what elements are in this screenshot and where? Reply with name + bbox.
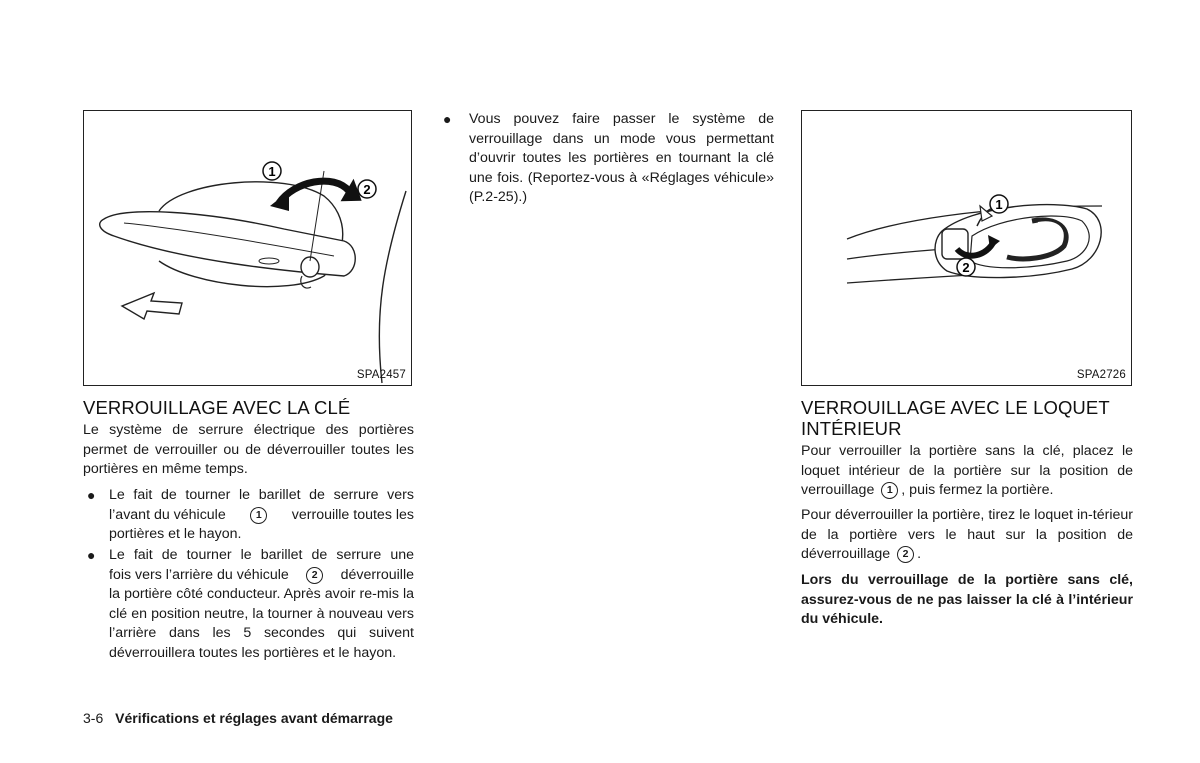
mode-setting-text: Vous pouvez faire passer le système de verrouillage dans un mode vous permettant d’ouvrir toutes les portières en tournant la clé une fois. (Reportez-vous à «Réglages véhicule» (P.2-25).): [469, 111, 774, 206]
bullet-dot: ●: [443, 111, 452, 127]
marker-2: 2: [306, 567, 323, 584]
heading-line1: VERROUILLAGE AVEC LE LOQUET: [801, 397, 1110, 418]
intro-paragraph: Le système de serrure électrique des portières permet de verrouiller ou de déverrouiller toutes les portières en même temps.: [83, 422, 414, 478]
figure-key-lock: [83, 110, 412, 386]
bullet1-line2a: l’avant du véhicule: [109, 506, 226, 523]
lock-instructions: [801, 442, 1133, 501]
bullet-dot: ●: [87, 487, 96, 503]
figure-inside-lock: [801, 110, 1132, 386]
lock-instructions-end: , puis fermez la portière.: [901, 482, 1054, 499]
section-heading-key-lock: VERROUILLAGE AVEC LA CLÉ: [83, 397, 351, 418]
bullet1-line1: Le fait de tourner le barillet de serrure vers: [109, 487, 414, 503]
marker-1: 1: [250, 507, 267, 524]
bullet-lock-forward: [83, 486, 414, 546]
bullet2-line1: Le fait de tourner le barillet de serrure une: [109, 547, 414, 563]
heading-line2: INTÉRIEUR: [801, 418, 902, 439]
lock-instructions-text: Pour verrouiller la portière sans la clé, placez le loquet intérieur de la portière sur la position de verrouillage: [801, 443, 1133, 499]
section-title: Vérifications et réglages avant démarrage: [115, 710, 393, 726]
page-number: 3-6: [83, 710, 104, 726]
figure-code: SPA2726: [1076, 369, 1126, 381]
inside-door-latch-illustration: [802, 111, 1130, 384]
page-footer: [83, 710, 393, 726]
bullet1-line3: portières et le hayon.: [109, 526, 242, 543]
marker-2: 2: [897, 546, 914, 563]
bullet2-line2a: fois vers l’arrière du véhicule: [109, 566, 289, 583]
marker-1: 1: [881, 482, 898, 499]
unlock-instructions-text: Pour déverrouiller la portière, tirez le loquet in-térieur de la portière vers le haut sur la position de déverrouillage: [801, 507, 1133, 563]
callout-1-label: 1: [995, 197, 1003, 212]
bullet-unlock-rear: [83, 546, 414, 686]
bullet1-line2b: verrouille toutes les: [291, 506, 414, 523]
bullet2-rest: la portière côté conducteur. Après avoir re-mis la clé en position neutre, la tourner à nouveau vers l’arrière dans les 5 secondes qui suivent déverrouillera toutes les portières et le hayon.: [109, 586, 414, 661]
unlock-instructions-end: .: [917, 546, 922, 563]
bullet-mode-setting: [443, 110, 774, 210]
warning-text: Lors du verrouillage de la portière sans clé, assurez-vous de ne pas laisser la clé à l’intérieur du véhicule.: [801, 572, 1133, 628]
bullet-dot: ●: [87, 547, 96, 563]
door-handle-key-illustration: [84, 111, 410, 384]
unlock-instructions: [801, 506, 1133, 565]
figure-code: SPA2457: [356, 369, 406, 381]
callout-1-label: 1: [268, 164, 276, 179]
callout-2-label: 2: [962, 260, 970, 275]
bullet2-line2b: déverrouille: [340, 566, 414, 583]
callout-2-label: 2: [363, 182, 371, 197]
section-heading-inside-lock: [801, 397, 1110, 439]
